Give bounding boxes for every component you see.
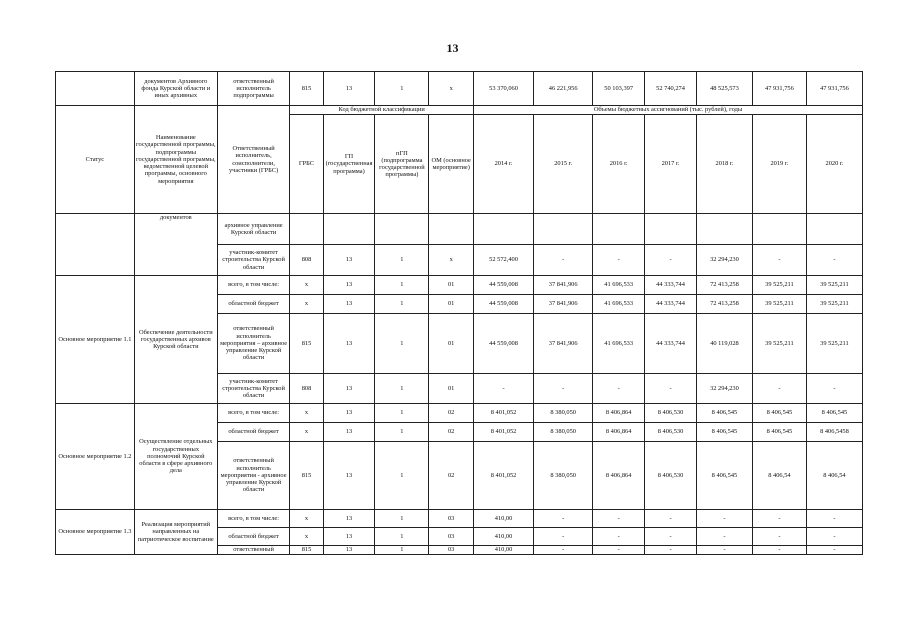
name-cell: документов	[134, 214, 217, 276]
gp-cell: 13	[323, 72, 375, 106]
value-cell: 8 406,5458	[806, 423, 862, 442]
value-cell: -	[752, 546, 806, 555]
value-cell: 32 294,230	[696, 245, 752, 276]
value-cell: -	[473, 374, 533, 404]
resp-cell: ответственный исполнитель мероприятия - архивное управление Курской области	[217, 442, 290, 510]
value-cell: -	[645, 528, 697, 546]
status-cell	[56, 72, 135, 106]
pgp-cell: 1	[375, 314, 429, 374]
grbs-cell: 815	[290, 442, 323, 510]
pgp-cell: 1	[375, 546, 429, 555]
value-cell: 8 380,050	[534, 423, 593, 442]
value-cell: 53 370,060	[473, 72, 533, 106]
value-cell: 44 559,008	[473, 276, 533, 295]
value-cell: 8 406,545	[752, 404, 806, 423]
value-cell: -	[534, 374, 593, 404]
value-cell: 44 333,744	[645, 276, 697, 295]
pgp-cell: 1	[375, 374, 429, 404]
pgp-cell: 1	[375, 72, 429, 106]
value-cell: 44 333,744	[645, 314, 697, 374]
value-cell: 39 525,211	[752, 276, 806, 295]
value-cell: 8 406,545	[752, 423, 806, 442]
status-cell: Основное мероприятие 1.3	[56, 510, 135, 555]
om-cell: х	[429, 245, 474, 276]
resp-cell: областной бюджет	[217, 295, 290, 314]
resp-cell: участник-комитет строительства Курской области	[217, 245, 290, 276]
grbs-cell: х	[290, 404, 323, 423]
value-cell: -	[806, 510, 862, 528]
value-cell: 410,00	[473, 546, 533, 555]
value-cell: -	[806, 528, 862, 546]
table-row	[56, 72, 863, 106]
value-cell: 46 221,956	[534, 72, 593, 106]
value-cell: 8 401,052	[473, 404, 533, 423]
value-cell: 8 406,54	[752, 442, 806, 510]
grbs-cell: х	[290, 528, 323, 546]
header-kbk: Код бюджетной классификации	[290, 106, 474, 115]
pgp-cell: 1	[375, 528, 429, 546]
value-cell: -	[806, 245, 862, 276]
resp-cell: участник-комитет строительства Курской области	[217, 374, 290, 404]
pgp-cell: 1	[375, 276, 429, 295]
value-cell: -	[806, 546, 862, 555]
value-cell: 52 572,400	[473, 245, 533, 276]
value-cell: 8 406,864	[593, 404, 645, 423]
value-cell: 72 413,258	[696, 295, 752, 314]
header-name: Наименование государственной программы, подпрограммы государственной программы, ведомственной целевой программы, основного мероприятия	[134, 106, 217, 214]
header-volumes: Объемы бюджетных ассигнований (тыс. рублей), годы	[473, 106, 862, 115]
grbs-cell: х	[290, 510, 323, 528]
value-cell: 8 406,545	[696, 442, 752, 510]
name-cell: Осуществление отдельных государственных полномочий Курской области в сфере архивного дела	[134, 404, 217, 510]
value-cell: 47 931,756	[806, 72, 862, 106]
value-cell: -	[645, 510, 697, 528]
grbs-cell: 808	[290, 245, 323, 276]
header-row	[56, 106, 863, 115]
header-pgp: пГП (подпрограмма государственной программы)	[375, 115, 429, 214]
value-cell: 32 294,230	[696, 374, 752, 404]
gp-cell: 13	[323, 510, 375, 528]
status-cell: Основное мероприятие 1.2	[56, 404, 135, 510]
header-gp: ГП (государственная программа)	[323, 115, 375, 214]
om-cell: 02	[429, 404, 474, 423]
om-cell: 03	[429, 528, 474, 546]
header-year: 2018 г.	[696, 115, 752, 214]
value-cell: 8 406,54	[806, 442, 862, 510]
grbs-cell: 815	[290, 314, 323, 374]
name-cell: Обеспечение деятельности государственных архивов Курской области	[134, 276, 217, 404]
grbs-cell: х	[290, 295, 323, 314]
value-cell: 47 931,756	[752, 72, 806, 106]
header-year: 2017 г.	[645, 115, 697, 214]
value-cell: -	[593, 245, 645, 276]
gp-cell: 13	[323, 245, 375, 276]
gp-cell: 13	[323, 528, 375, 546]
header-year: 2020 г.	[806, 115, 862, 214]
resp-cell: областной бюджет	[217, 528, 290, 546]
value-cell: 37 841,906	[534, 314, 593, 374]
gp-cell: 13	[323, 546, 375, 555]
value-cell: 410,00	[473, 510, 533, 528]
value-cell: 39 525,211	[806, 276, 862, 295]
pgp-cell: 1	[375, 404, 429, 423]
grbs-cell: х	[290, 423, 323, 442]
resp-cell: ответственный исполнитель мероприятия – архивное управление Курской области	[217, 314, 290, 374]
resp-cell: всего, в том числе:	[217, 510, 290, 528]
name-cell: документов Архивного фонда Курской области и иных архивных	[134, 72, 217, 106]
resp-cell: ответственный исполнитель подпрограммы	[217, 72, 290, 106]
grbs-cell: х	[290, 276, 323, 295]
value-cell: 8 406,530	[645, 423, 697, 442]
table-row	[56, 214, 863, 245]
status-cell: Основное мероприятие 1.1	[56, 276, 135, 404]
gp-cell: 13	[323, 314, 375, 374]
value-cell: 50 103,397	[593, 72, 645, 106]
value-cell: 8 406,545	[696, 423, 752, 442]
status-cell	[56, 214, 135, 276]
pgp-cell: 1	[375, 423, 429, 442]
resp-cell: всего, в том числе:	[217, 276, 290, 295]
header-year: 2014 г.	[473, 115, 533, 214]
value-cell: -	[696, 528, 752, 546]
resp-cell: всего, в том числе:	[217, 404, 290, 423]
table-row	[56, 404, 863, 423]
value-cell: 37 841,906	[534, 276, 593, 295]
value-cell: 44 559,008	[473, 295, 533, 314]
gp-cell: 13	[323, 442, 375, 510]
table-row	[56, 276, 863, 295]
value-cell: 41 696,533	[593, 295, 645, 314]
value-cell: 8 406,864	[593, 442, 645, 510]
om-cell: 03	[429, 546, 474, 555]
grbs-cell: 815	[290, 72, 323, 106]
om-cell: х	[429, 72, 474, 106]
gp-cell: 13	[323, 374, 375, 404]
om-cell: 02	[429, 442, 474, 510]
value-cell: -	[696, 546, 752, 555]
value-cell: 8 380,050	[534, 404, 593, 423]
value-cell: -	[645, 374, 697, 404]
resp-cell: ответственный	[217, 546, 290, 555]
value-cell: -	[752, 245, 806, 276]
pgp-cell: 1	[375, 442, 429, 510]
value-cell: -	[696, 510, 752, 528]
name-cell: Реализация мероприятий направленных на патриотическое воспитание	[134, 510, 217, 555]
header-year: 2019 г.	[752, 115, 806, 214]
value-cell: 8 401,052	[473, 442, 533, 510]
value-cell: -	[806, 374, 862, 404]
value-cell: 41 696,533	[593, 276, 645, 295]
om-cell: 03	[429, 510, 474, 528]
value-cell: 8 380,050	[534, 442, 593, 510]
value-cell: 41 696,533	[593, 314, 645, 374]
resp-cell: архивное управление Курской области	[217, 214, 290, 245]
grbs-cell: 815	[290, 546, 323, 555]
header-status: Статус	[56, 106, 135, 214]
value-cell: 39 525,211	[752, 295, 806, 314]
om-cell: 02	[429, 423, 474, 442]
value-cell: 8 406,530	[645, 404, 697, 423]
value-cell: 48 525,573	[696, 72, 752, 106]
gp-cell: 13	[323, 404, 375, 423]
value-cell: -	[752, 510, 806, 528]
header-year: 2016 г.	[593, 115, 645, 214]
value-cell: 72 413,258	[696, 276, 752, 295]
value-cell: 37 841,906	[534, 295, 593, 314]
header-resp: Ответственный исполнитель, соисполнители, участники (ГРБС)	[217, 106, 290, 214]
om-cell: 01	[429, 295, 474, 314]
value-cell: -	[752, 528, 806, 546]
value-cell: -	[593, 528, 645, 546]
grbs-cell: 808	[290, 374, 323, 404]
value-cell: -	[534, 528, 593, 546]
resp-cell: областной бюджет	[217, 423, 290, 442]
page-number: 13	[446, 41, 459, 55]
value-cell: -	[593, 510, 645, 528]
value-cell: -	[534, 546, 593, 555]
budget-table	[55, 71, 863, 555]
value-cell: 8 406,545	[806, 404, 862, 423]
om-cell: 01	[429, 314, 474, 374]
gp-cell: 13	[323, 276, 375, 295]
value-cell: -	[645, 546, 697, 555]
value-cell: -	[645, 245, 697, 276]
value-cell: 39 525,211	[806, 314, 862, 374]
value-cell: -	[593, 546, 645, 555]
value-cell: -	[593, 374, 645, 404]
header-grbs: ГРБС	[290, 115, 323, 214]
pgp-cell: 1	[375, 510, 429, 528]
table-row	[56, 510, 863, 528]
pgp-cell: 1	[375, 245, 429, 276]
value-cell: 39 525,211	[806, 295, 862, 314]
gp-cell: 13	[323, 423, 375, 442]
value-cell: 39 525,211	[752, 314, 806, 374]
value-cell: -	[534, 510, 593, 528]
value-cell: -	[752, 374, 806, 404]
value-cell: 410,00	[473, 528, 533, 546]
value-cell: 44 559,008	[473, 314, 533, 374]
value-cell: 44 333,744	[645, 295, 697, 314]
header-om: ОМ (основное мероприятие)	[429, 115, 474, 214]
om-cell: 01	[429, 276, 474, 295]
value-cell: 8 401,052	[473, 423, 533, 442]
value-cell: 52 740,274	[645, 72, 697, 106]
om-cell: 01	[429, 374, 474, 404]
value-cell: -	[534, 245, 593, 276]
header-year: 2015 г.	[534, 115, 593, 214]
value-cell: 40 119,028	[696, 314, 752, 374]
value-cell: 8 406,864	[593, 423, 645, 442]
pgp-cell: 1	[375, 295, 429, 314]
value-cell: 8 406,530	[645, 442, 697, 510]
gp-cell: 13	[323, 295, 375, 314]
value-cell: 8 406,545	[696, 404, 752, 423]
